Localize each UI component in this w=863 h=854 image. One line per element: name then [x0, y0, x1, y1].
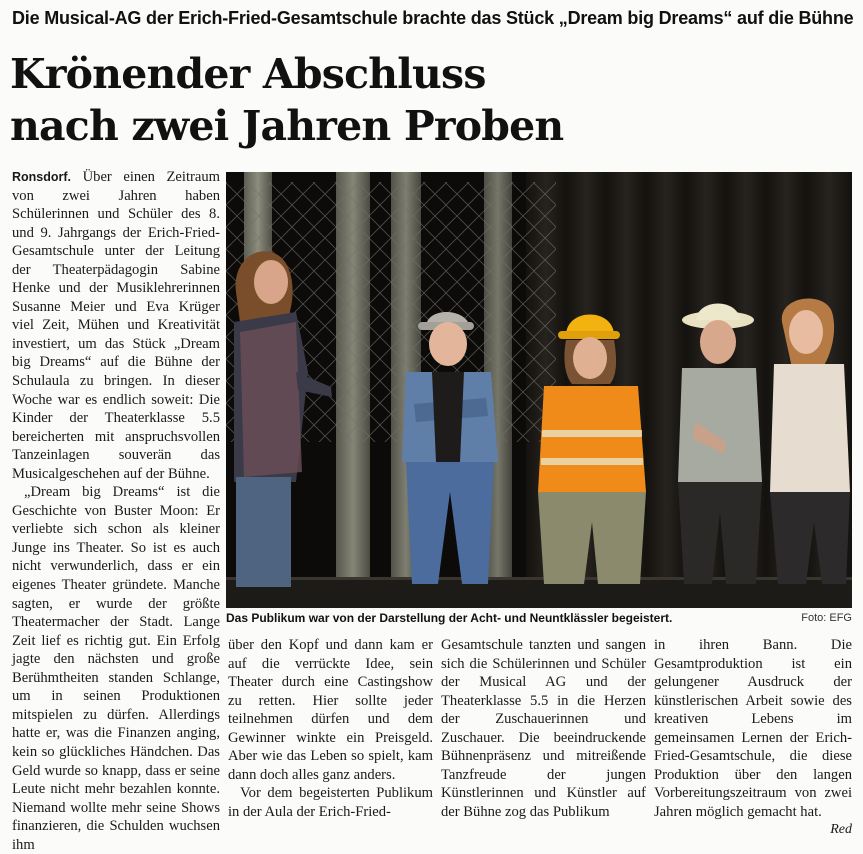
- paragraph-1: Über einen Zeitraum von zwei Jahren haben Schülerinnen und Schüler des 8. und 9. Jahrgangs der Erich-Fried-Gesamtschule unter der Leitung der Theaterpädagogin Sabine Henke und der Musiklehrerinnen Susanne Meier und Eva Krüger viel Zeit, Mühen und Kreativität investiert, um das Stück „Dream big Dreams“ auf die Bühne der Schulaula zu bringen. In dieser Woche war es endlich soweit: Die Kinder der Theaterklasse 5.5 bereicherten mit anspruchsvollen Tanzeinlagen souverän das Musicalgeschehen auf der Bühne.: [12, 169, 221, 482]
- author-signature: Red: [830, 822, 852, 838]
- article-column-2: [228, 636, 433, 836]
- paragraph-3-part-2: Gesamtschule tanzten und sangen sich die Schülerinnen und Schüler der Musical AG und der Theaterklasse 5.5 in die Herzen der Zuschauerinnen und Zuschauer. Die beeindruckende Bühnenpräsenz und mitreißende Tanzfreude der jungen Künstlerinnen und Künstler auf der Bühne zog das Publikum: [441, 637, 646, 820]
- paragraph-2-part-1: „Dream big Dreams“ ist die Geschichte von Buster Moon: Er verliebte sich schon als kleiner Junge ins Theater. So ist es auch nicht verwunderlich, dass er ein eigenes Theater gründete. Manche sagten, er wurde der größte Theatermacher der Stadt. Lange Zeit lief es richtig gut. Ein Erfolg jagte den nächsten und große Berühmtheiten standen Schlange, um in seinen Produktionen mitspielen zu dürfen. Allerdings hatte er, was die Finanzen anging, kein so glückliches Händchen. Das Geld wurde so knapp, dass er seine Leute nicht mehr bezahlen konnte. Niemand wollte mehr seine Shows finanzieren, die Schulden wuchsen ihm: [12, 484, 220, 853]
- paragraph-2-part-2: über den Kopf und dann kam er auf die verrückte Idee, sein Theater durch eine Castingshow zu retten. Hier sollte jeder teilnehmen dürfen und dem Gewinner winkte ein Preisgeld. Aber wie das Leben so spielt, kam dann doch alles ganz anders.: [228, 637, 433, 783]
- paragraph-3-part-3: in ihren Bann. Die Gesamtproduktion ist ein gelungener Ausdruck der künstlerischen Arbeit sowie des kreativen Lebens im gemeinsamen Lernen der Erich-Fried-Gesamtschule, die diese Produktion über den langen Vorbereitungszeitraum von zwei Jahren möglich gemacht hat.: [654, 637, 852, 820]
- article-column-3: [441, 636, 646, 836]
- stage-photo: [226, 172, 852, 608]
- photo-credit: Foto: EFG: [801, 612, 852, 624]
- headline-line-2: nach zwei Jahren Proben: [10, 102, 564, 150]
- headline-line-1: Krönender Abschluss: [10, 50, 486, 98]
- article-headline: [10, 48, 850, 152]
- article-kicker: Die Musical-AG der Erich-Fried-Gesamtschule brachte das Stück „Dream big Dreams“ auf die Bühne: [12, 8, 854, 28]
- photo-caption: Das Publikum war von der Darstellung der Acht- und Neuntklässler begeistert.: [226, 611, 673, 625]
- paragraph-3-part-1: Vor dem begeisterten Publikum in der Aula der Erich-Fried-: [228, 785, 433, 820]
- article-column-1: [12, 168, 221, 853]
- article-column-4: [654, 636, 852, 836]
- dateline: Ronsdorf.: [12, 170, 72, 184]
- stage-photo-illustration: [226, 172, 852, 608]
